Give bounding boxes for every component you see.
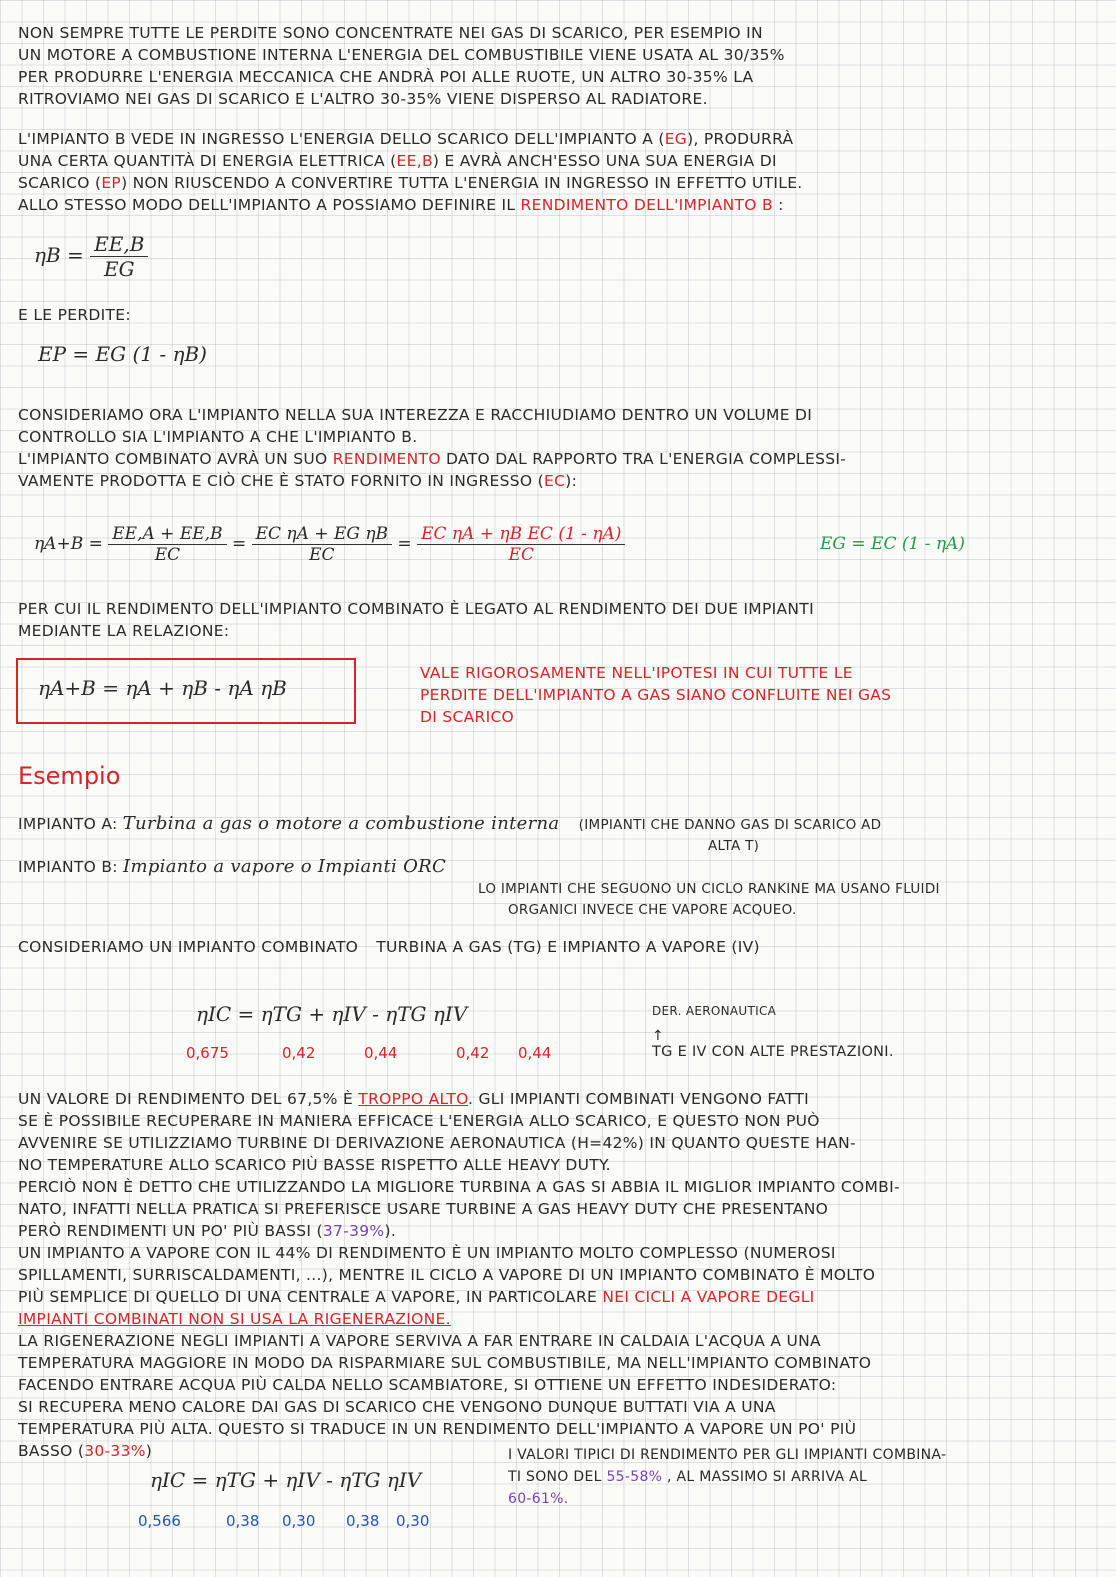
eq5-note-2: TG E IV CON ALTE PRESTAZIONI. [652, 1044, 894, 1060]
text-line: PERCIÒ NON È DETTO CHE UTILIZZANDO LA MIGLIORE TURBINA A GAS SI ABBIA IL MIGLIOR IMPIANTO COMBI- [18, 1178, 900, 1196]
equation-eg-note: EG = EC (1 - ηA) [820, 534, 965, 554]
text-line: UNA CERTA QUANTITÀ DI ENERGIA ELETTRICA (EE,B) E AVRÀ ANCH'ESSO UNA SUA ENERGIA DI [18, 152, 777, 170]
discussion-paragraph [18, 1088, 1098, 1462]
text-line: NON SEMPRE TUTTE LE PERDITE SONO CONCENTRATE NEI GAS DI SCARICO, PER ESEMPIO IN [18, 24, 763, 42]
text-line: PIÙ SEMPLICE DI QUELLO DI UNA CENTRALE A VAPORE, IN PARTICOLARE NEI CICLI A VAPORE DEGLI [18, 1288, 815, 1306]
text-line: ALLO STESSO MODO DELL'IMPIANTO A POSSIAMO DEFINIRE IL RENDIMENTO DELL'IMPIANTO B : [18, 196, 784, 214]
text-line: LA RIGENERAZIONE NEGLI IMPIANTI A VAPORE SERVIVA A FAR ENTRARE IN CALDAIA L'ACQUA A UNA [18, 1332, 821, 1350]
text-line: UN VALORE DI RENDIMENTO DEL 67,5% È TROPPO ALTO. GLI IMPIANTI COMBINATI VENGONO FATTI [18, 1090, 810, 1108]
plant-a-note-2: ALTA T) [708, 838, 760, 854]
value-eta-ic: 0,566 [138, 1512, 181, 1530]
plant-b-paragraph [18, 128, 1098, 216]
text-line: NATO, INFATTI NELLA PRATICA SI PREFERISCE USARE TURBINE A GAS HEAVY DUTY CHE PRESENTANO [18, 1200, 829, 1218]
note-line: VALE RIGOROSAMENTE NELL'IPOTESI IN CUI TUTTE LE [420, 664, 853, 682]
plant-b-line: IMPIANTO B: Impianto a vapore o Impianti ORC [18, 856, 447, 877]
note-line: PERDITE DELL'IMPIANTO A GAS SIANO CONFLUITE NEI GAS [420, 686, 892, 704]
text-line: PER PRODURRE L'ENERGIA MECCANICA CHE ANDRÀ POI ALLE RUOTE, UN ALTRO 30-35% LA [18, 68, 754, 86]
equation-ic-1: ηIC = ηTG + ηIV - ηTG ηIV [196, 1002, 468, 1026]
value-eta-iv: 0,44 [518, 1044, 552, 1062]
text-line: L'IMPIANTO B VEDE IN INGRESSO L'ENERGIA DELLO SCARICO DELL'IMPIANTO A (EG), PRODURRÀ [18, 130, 794, 148]
up-arrow-icon: ↑ [652, 1028, 664, 1044]
text-line: CONSIDERIAMO UN IMPIANTO COMBINATO TURBINA A GAS (TG) E IMPIANTO A VAPORE (IV) [18, 938, 760, 956]
losses-label-block [18, 304, 1098, 326]
text-line: L'IMPIANTO COMBINATO AVRÀ UN SUO RENDIMENTO DATO DAL RAPPORTO TRA L'ENERGIA COMPLESSI- [18, 450, 847, 468]
final-note [508, 1444, 1098, 1510]
value-eta-tg: 0,38 [226, 1512, 260, 1530]
boxed-equation [16, 658, 356, 724]
text-line: SCARICO (EP) NON RIUSCENDO A CONVERTIRE TUTTA L'ENERGIA IN INGRESSO IN EFFETTO UTILE. [18, 174, 803, 192]
intro-paragraph [18, 22, 1098, 110]
note-line: ORGANICI INVECE CHE VAPORE ACQUEO. [508, 902, 797, 918]
combined-plant-paragraph [18, 404, 1098, 492]
text-line: PERÒ RENDIMENTI UN PO' PIÙ BASSI (37-39%). [18, 1222, 397, 1240]
text-line: SE È POSSIBILE RECUPERARE IN MANIERA EFFICACE L'ENERGIA ALLO SCARICO, E QUESTO NON PUÒ [18, 1112, 820, 1130]
text-line: FACENDO ENTRARE ACQUA PIÙ CALDA NELLO SCAMBIATORE, SI OTTIENE UN EFFETTO INDESIDERATO: [18, 1376, 837, 1394]
text-line: SPILLAMENTI, SURRISCALDAMENTI, ...), MENTRE IL CICLO A VAPORE DI UN IMPIANTO COMBINATO È MOLTO [18, 1266, 876, 1284]
losses-label: E LE PERDITE: [18, 306, 131, 324]
combined-tg-iv-line [18, 936, 1098, 958]
text-line: NO TEMPERATURE ALLO SCARICO PIÙ BASSE RISPETTO ALLE HEAVY DUTY. [18, 1156, 611, 1174]
equation-combined-relation: ηA+B = ηA + ηB - ηA ηB [38, 676, 287, 700]
text-line: VAMENTE PRODOTTA E CIÒ CHE È STATO FORNITO IN INGRESSO (EC): [18, 472, 578, 490]
value-eta-tg: 0,42 [456, 1044, 490, 1062]
note-line: I VALORI TIPICI DI RENDIMENTO PER GLI IMPIANTI COMBINA- [508, 1447, 947, 1463]
text-line: TEMPERATURA PIÙ ALTA. QUESTO SI TRADUCE IN UN RENDIMENTO DELL'IMPIANTO A VAPORE UN PO' PIÙ [18, 1420, 857, 1438]
value-eta-tg: 0,42 [282, 1044, 316, 1062]
text-line: PER CUI IL RENDIMENTO DELL'IMPIANTO COMBINATO È LEGATO AL RENDIMENTO DEI DUE IMPIANTI [18, 600, 814, 618]
boxed-equation-note [420, 662, 1060, 728]
example-plants [18, 812, 1108, 921]
equation-losses: EP = EG (1 - ηB) [38, 342, 207, 366]
text-line: AVVENIRE SE UTILIZZIAMO TURBINE DI DERIVAZIONE AERONAUTICA (Η=42%) IN QUANTO QUESTE HAN- [18, 1134, 856, 1152]
text-line: CONTROLLO SIA L'IMPIANTO A CHE L'IMPIANTO B. [18, 428, 418, 446]
text-line: IMPIANTI COMBINATI NON SI USA LA RIGENERAZIONE. [18, 1310, 451, 1328]
note-line: TI SONO DEL 55-58% , AL MASSIMO SI ARRIVA AL [508, 1469, 868, 1485]
eq5-note-1: DER. AERONAUTICA [652, 1004, 777, 1018]
value-eta-tg: 0,38 [346, 1512, 380, 1530]
equation-eta-b: ηB = $\frac{EE,B}{EG}$ [34, 232, 148, 281]
plant-a-line: IMPIANTO A: Turbina a gas o motore a combustione interna (IMPIANTI CHE DANNO GAS DI SCARICO AD [18, 813, 882, 834]
text-line: UN IMPIANTO A VAPORE CON IL 44% DI RENDIMENTO È UN IMPIANTO MOLTO COMPLESSO (NUMEROSI [18, 1244, 836, 1262]
note-line: DI SCARICO [420, 708, 515, 726]
example-title: Esempio [18, 762, 121, 790]
value-eta-iv: 0,44 [364, 1044, 398, 1062]
note-line: LO IMPIANTI CHE SEGUONO UN CICLO RANKINE MA USANO FLUIDI [478, 881, 940, 897]
text-line: TEMPERATURA MAGGIORE IN MODO DA RISPARMIARE SUL COMBUSTIBILE, MA NELL'IMPIANTO COMBINATO [18, 1354, 872, 1372]
value-eta-ic: 0,675 [186, 1044, 229, 1062]
value-eta-iv: 0,30 [396, 1512, 430, 1530]
text-line: RITROVIAMO NEI GAS DI SCARICO E L'ALTRO 30-35% VIENE DISPERSO AL RADIATORE. [18, 90, 708, 108]
plant-b-note [478, 879, 1108, 921]
value-eta-iv: 0,30 [282, 1512, 316, 1530]
equation-eta-combined: ηA+B = $\frac{EE,A + EE,B}{EC}$ = $\frac{\text{EC ηA + EG ηB}}{EC}$ = $\frac{\text{EC ηA + ηB EC (1 - ηA)}}{EC}$ [34, 524, 625, 565]
text-line: MEDIANTE LA RELAZIONE: [18, 622, 230, 640]
text-line: UN MOTORE A COMBUSTIONE INTERNA L'ENERGIA DEL COMBUSTIBILE VIENE USATA AL 30/35% [18, 46, 785, 64]
relation-paragraph [18, 598, 1098, 642]
note-line: 60-61%. [508, 1491, 569, 1507]
text-line: SI RECUPERA MENO CALORE DAI GAS DI SCARICO CHE VENGONO DUNQUE BUTTATI VIA A UNA [18, 1398, 776, 1416]
text-line: CONSIDERIAMO ORA L'IMPIANTO NELLA SUA INTEREZZA E RACCHIUDIAMO DENTRO UN VOLUME DI [18, 406, 813, 424]
text-line: BASSO (30-33%) [18, 1442, 153, 1460]
equation-ic-2: ηIC = ηTG + ηIV - ηTG ηIV [150, 1468, 422, 1492]
